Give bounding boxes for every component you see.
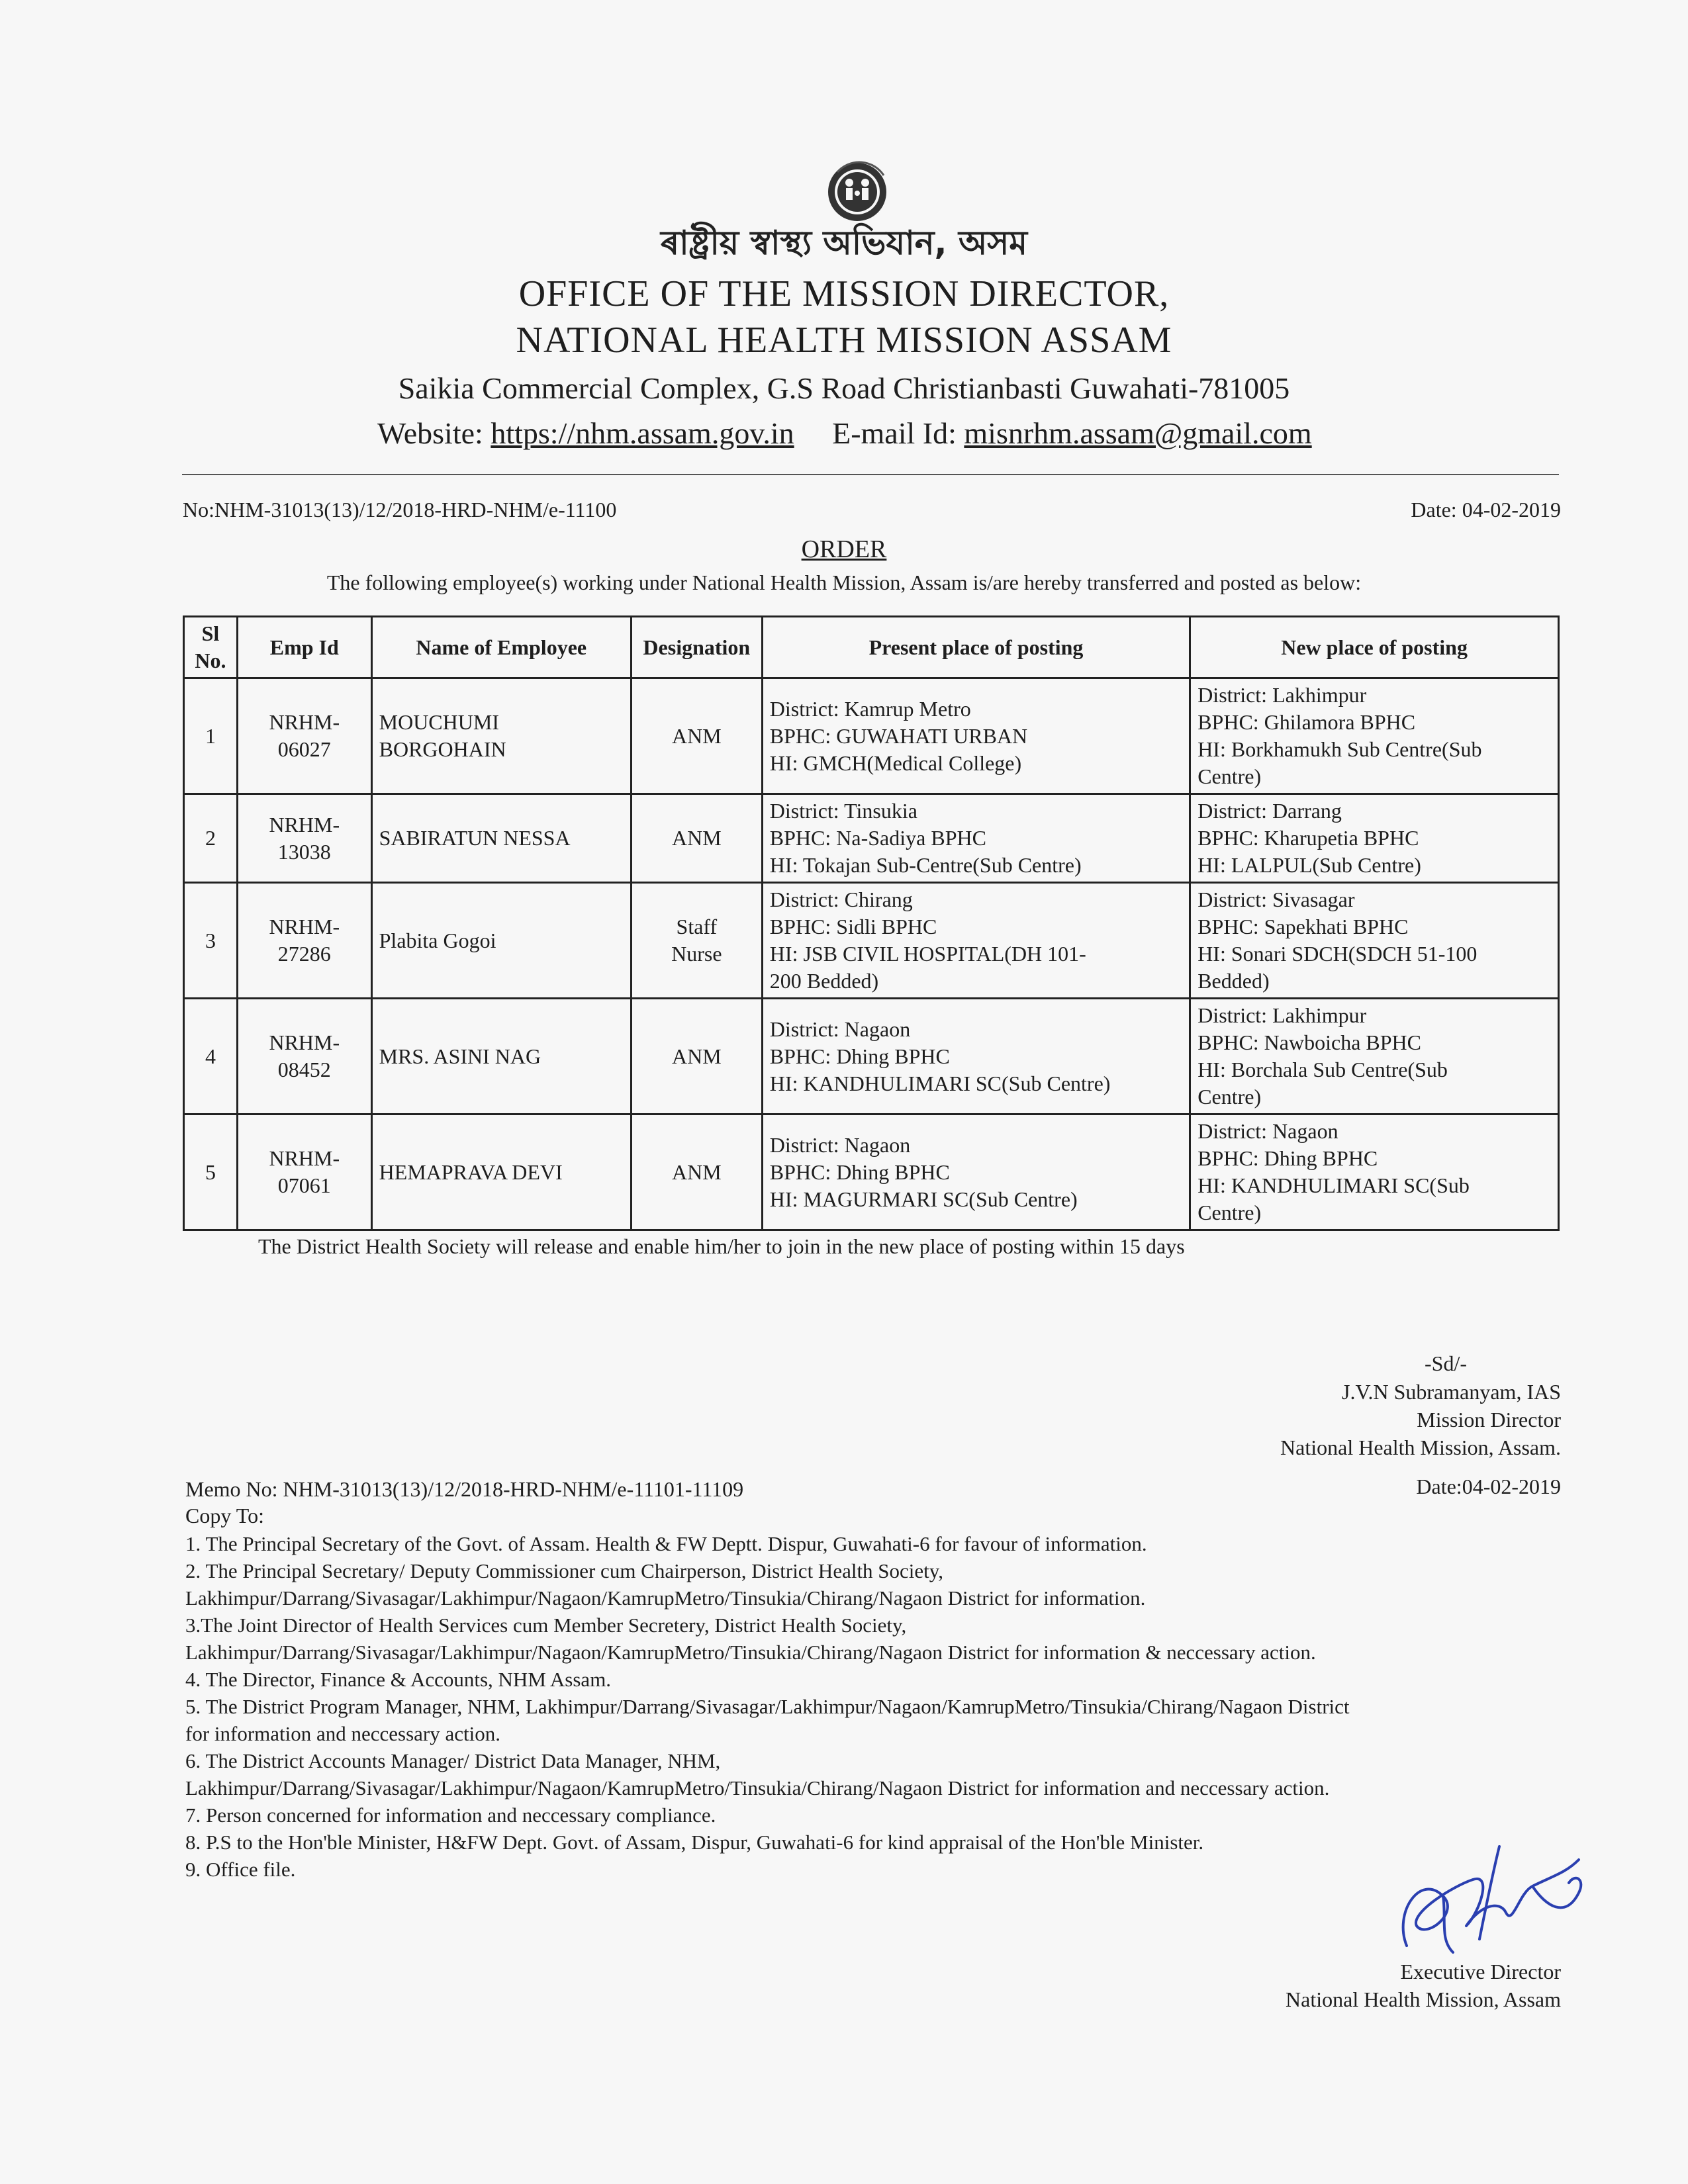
- cell-designation: ANM: [631, 999, 762, 1115]
- cell-new-posting: District: Lakhimpur BPHC: Ghilamora BPHC HI: Borkhamukh Sub Centre(Sub Centre): [1190, 678, 1559, 794]
- copy-line: Lakhimpur/Darrang/Sivasagar/Lakhimpur/Nagaon/KamrupMetro/Tinsukia/Chirang/Nagaon District for information & neccessary action.: [185, 1641, 1316, 1664]
- cell-new-posting: District: Nagaon BPHC: Dhing BPHC HI: KANDHULIMARI SC(Sub Centre): [1190, 1115, 1559, 1230]
- cell-designation: ANM: [631, 1115, 762, 1230]
- website-link[interactable]: https://nhm.assam.gov.in: [491, 416, 794, 450]
- cell-sl: 2: [184, 794, 238, 883]
- memo-date: Date:04-02-2019: [1416, 1475, 1561, 1498]
- transfer-table: [183, 615, 1560, 1231]
- email-label: E-mail Id:: [832, 416, 957, 450]
- header-emp-id: Emp Id: [237, 617, 371, 678]
- table-row: [184, 678, 1559, 794]
- header-name: Name of Employee: [371, 617, 631, 678]
- signed-mark: -Sd/-: [1425, 1351, 1467, 1375]
- order-intro: The following employee(s) working under National Health Mission, Assam is/are hereby transferred and posted as below:: [326, 570, 1362, 594]
- cell-emp-id: NRHM- 13038: [237, 794, 371, 883]
- cell-present-posting: District: Nagaon BPHC: Dhing BPHC HI: KANDHULIMARI SC(Sub Centre): [762, 999, 1190, 1115]
- copy-line: 1. The Principal Secretary of the Govt. of Assam. Health & FW Deptt. Dispur, Guwahati-6 for favour of information.: [185, 1532, 1147, 1555]
- cell-present-posting: District: Chirang BPHC: Sidli BPHC HI: JSB CIVIL HOSPITAL(DH 101- 200 Bedded): [762, 883, 1190, 999]
- header-present-posting: Present place of posting: [762, 617, 1190, 678]
- order-reference-number: No:NHM-31013(13)/12/2018-HRD-NHM/e-11100: [183, 498, 617, 522]
- cell-present-posting: District: Nagaon BPHC: Dhing BPHC HI: MAGURMARI SC(Sub Centre): [762, 1115, 1190, 1230]
- copy-line: Lakhimpur/Darrang/Sivasagar/Lakhimpur/Nagaon/KamrupMetro/Tinsukia/Chirang/Nagaon District for information and neccessary action.: [185, 1776, 1330, 1799]
- order-date: Date: 04-02-2019: [1411, 498, 1561, 522]
- signatory-name: J.V.N Subramanyam, IAS: [1342, 1380, 1561, 1404]
- copy-line: 3.The Joint Director of Health Services cum Member Secretery, District Health Society,: [185, 1614, 907, 1637]
- cell-designation: ANM: [631, 678, 762, 794]
- cell-sl: 3: [184, 883, 238, 999]
- executive-block: [1286, 1958, 1561, 2013]
- cell-designation: Staff Nurse: [631, 883, 762, 999]
- signatory-org: National Health Mission, Assam.: [1280, 1435, 1561, 1459]
- copy-line: 8. P.S to the Hon'ble Minister, H&FW Dept. Govt. of Assam, Dispur, Guwahati-6 for kind appraisal of the Hon'ble Minister.: [185, 1831, 1204, 1854]
- cell-present-posting: District: Kamrup Metro BPHC: GUWAHATI URBAN HI: GMCH(Medical College): [762, 678, 1190, 794]
- table-row: [184, 883, 1559, 999]
- table-row: [184, 794, 1559, 883]
- copy-line: 2. The Principal Secretary/ Deputy Commissioner cum Chairperson, District Health Society,: [185, 1559, 944, 1582]
- org-name-bengali: ৰাষ্ট্ৰীয় স্বাস্থ্য অভিযান, অসম: [660, 224, 1028, 262]
- table-row: [184, 999, 1559, 1115]
- executive-title: Executive Director: [1400, 1960, 1561, 1983]
- copy-to-label: Copy To:: [185, 1504, 264, 1527]
- email-link[interactable]: misnrhm.assam@gmail.com: [964, 416, 1312, 450]
- contact-line: [377, 416, 1312, 451]
- office-title-line1: OFFICE OF THE MISSION DIRECTOR,: [518, 273, 1170, 314]
- copy-line: for information and neccessary action.: [185, 1722, 501, 1745]
- cell-name: Plabita Gogoi: [371, 883, 631, 999]
- cell-name: MRS. ASINI NAG: [371, 999, 631, 1115]
- order-title: ORDER: [801, 535, 887, 563]
- cell-name: HEMAPRAVA DEVI: [371, 1115, 631, 1230]
- cell-name: MOUCHUMI BORGOHAIN: [371, 678, 631, 794]
- copy-line: 5. The District Program Manager, NHM, Lakhimpur/Darrang/Sivasagar/Lakhimpur/Nagaon/KamrupMetro/Tinsukia/Chirang/Nagaon District: [185, 1695, 1350, 1718]
- executive-org: National Health Mission, Assam: [1286, 1987, 1561, 2011]
- office-title-line2: NATIONAL HEALTH MISSION ASSAM: [516, 320, 1172, 361]
- cell-designation: ANM: [631, 794, 762, 883]
- cell-present-posting: District: Tinsukia BPHC: Na-Sadiya BPHC HI: Tokajan Sub-Centre(Sub Centre): [762, 794, 1190, 883]
- cell-new-posting: District: Sivasagar BPHC: Sapekhati BPHC HI: Sonari SDCH(SDCH 51-100 Bedded): [1190, 883, 1559, 999]
- copy-line: 9. Office file.: [185, 1858, 296, 1881]
- header-new-posting: New place of posting: [1190, 617, 1559, 678]
- cell-name: SABIRATUN NESSA: [371, 794, 631, 883]
- table-header-row: [184, 617, 1559, 678]
- copy-line: 6. The District Accounts Manager/ District Data Manager, NHM,: [185, 1749, 721, 1772]
- cell-emp-id: NRHM- 07061: [237, 1115, 371, 1230]
- header-divider: [182, 474, 1559, 475]
- signatory-title: Mission Director: [1417, 1408, 1561, 1432]
- copy-line: Lakhimpur/Darrang/Sivasagar/Lakhimpur/Nagaon/KamrupMetro/Tinsukia/Chirang/Nagaon District for information.: [185, 1586, 1146, 1610]
- office-address: Saikia Commercial Complex, G.S Road Christianbasti Guwahati-781005: [398, 371, 1290, 405]
- cell-emp-id: NRHM- 06027: [237, 678, 371, 794]
- cell-sl: 4: [184, 999, 238, 1115]
- signatory-block: [1280, 1378, 1561, 1461]
- copy-to-list: [185, 1530, 1562, 1883]
- table-row: [184, 1115, 1559, 1230]
- header-sl-no: Sl No.: [184, 617, 238, 678]
- copy-line: 4. The Director, Finance & Accounts, NHM Assam.: [185, 1668, 612, 1691]
- cell-emp-id: NRHM- 27286: [237, 883, 371, 999]
- cell-new-posting: District: Darrang BPHC: Kharupetia BPHC HI: LALPUL(Sub Centre): [1190, 794, 1559, 883]
- memo-number: Memo No: NHM-31013(13)/12/2018-HRD-NHM/e-11101-11109: [185, 1477, 744, 1501]
- website-label: Website:: [377, 416, 483, 450]
- cell-emp-id: NRHM- 08452: [237, 999, 371, 1115]
- handwritten-signature: [1380, 1833, 1592, 1972]
- cell-sl: 1: [184, 678, 238, 794]
- header-designation: Designation: [631, 617, 762, 678]
- cell-sl: 5: [184, 1115, 238, 1230]
- copy-line: 7. Person concerned for information and neccessary compliance.: [185, 1803, 716, 1827]
- cell-new-posting: District: Lakhimpur BPHC: Nawboicha BPHC HI: Borchala Sub Centre(Sub Centre): [1190, 999, 1559, 1115]
- release-note: The District Health Society will release and enable him/her to join in the new place of posting within 15 days: [258, 1234, 1185, 1258]
